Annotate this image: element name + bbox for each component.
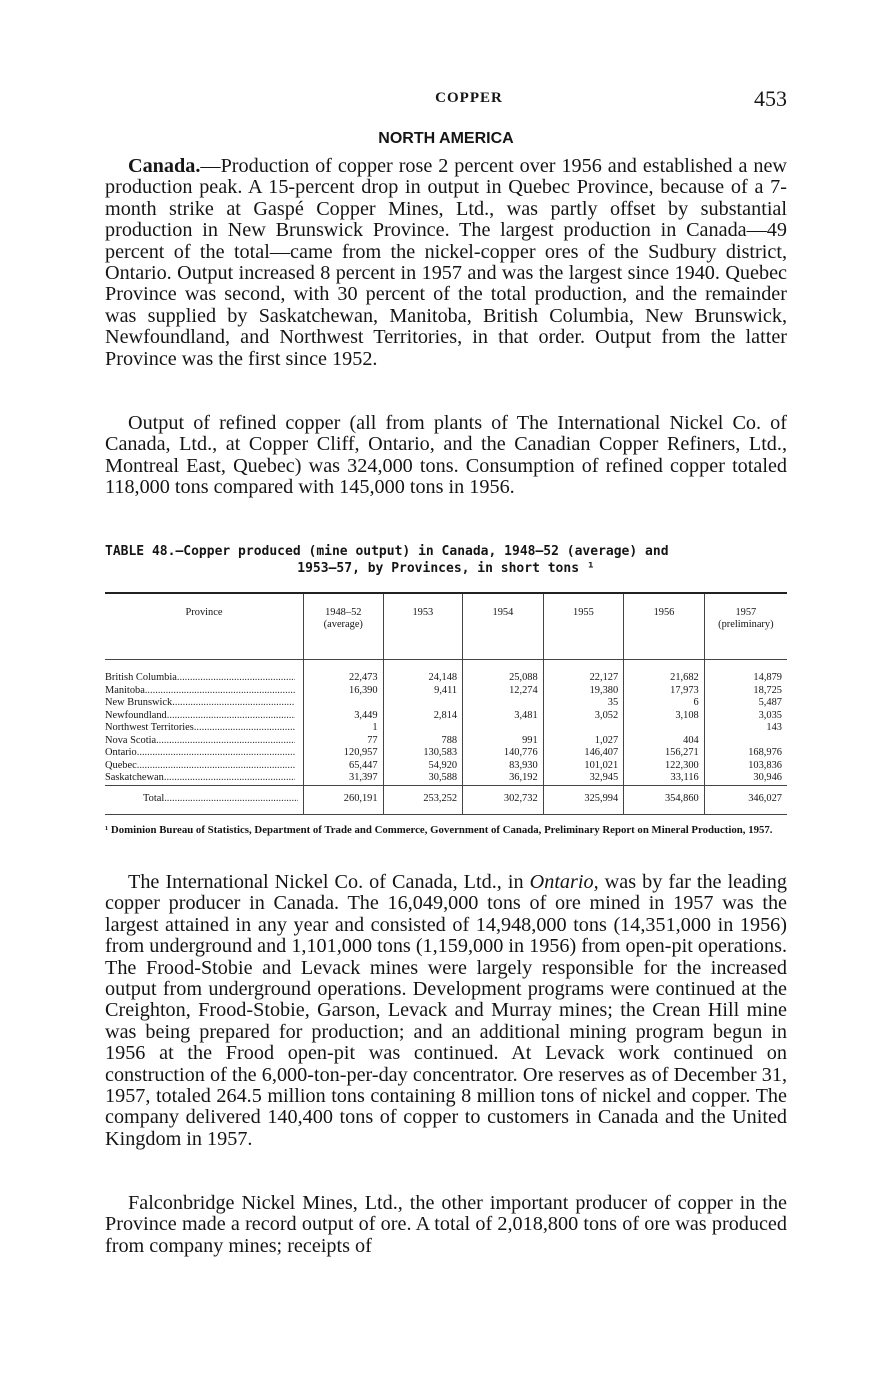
table-cell: 6 [624,697,705,710]
table-cell: 32,945 [543,772,624,785]
col-header-1954: 1954 [463,593,544,660]
table-row [105,772,787,785]
table-cell: 3,449 [304,710,384,723]
table-row [105,747,787,760]
table-cell: 122,300 [624,760,705,773]
ontario-italic: Ontario, [529,871,599,893]
table-cell: 14,879 [704,660,787,685]
running-title: COPPER [435,90,503,106]
table-footnote: ¹ Dominion Bureau of Statistics, Department of Trade and Commerce, Government of Canada, Preliminary Report on Mineral Production, 1957. [105,824,773,836]
table-row [105,685,787,698]
table-cell: 17,973 [624,685,705,698]
table-row [105,760,787,773]
table-cell: 788 [383,735,463,748]
table-cell: 33,116 [624,772,705,785]
table-cell: 130,583 [383,747,463,760]
table-cell: 9,411 [383,685,463,698]
table-cell: 25,088 [463,660,544,685]
table-cell: 2,814 [383,710,463,723]
col-header-1948-52: 1948–52 (average) [304,593,384,660]
row-label: Manitoba ..... [105,685,304,698]
row-label: New Brunswick ..... [105,697,304,710]
table-cell: 101,021 [543,760,624,773]
table-cell: 24,148 [383,660,463,685]
table-cell: 140,776 [463,747,544,760]
table-row [105,660,787,685]
total-cell: 346,027 [704,785,787,814]
table-cell: 1,027 [543,735,624,748]
table-cell: 3,108 [624,710,705,723]
table-row [105,735,787,748]
total-cell: 354,860 [624,785,705,814]
paragraph-international-nickel [105,872,787,1150]
row-label: Saskatchewan ..... [105,772,304,785]
table-cell: 83,930 [463,760,544,773]
table-cell: 103,836 [704,760,787,773]
total-label: Total ..... [105,785,304,814]
table-total-row [105,785,787,814]
table-cell: 36,192 [463,772,544,785]
table-cell: 991 [463,735,544,748]
table-cell: 146,407 [543,747,624,760]
table-cell: 156,271 [624,747,705,760]
section-heading: NORTH AMERICA [378,130,514,147]
table-cell [304,697,384,710]
page-number: 453 [754,86,787,111]
table-cell: 12,274 [463,685,544,698]
row-label: Northwest Territories ..... [105,722,304,735]
row-label: Quebec ..... [105,760,304,773]
table-cell: 404 [624,735,705,748]
table-cell [463,722,544,735]
table-cell: 22,473 [304,660,384,685]
table-cell: 1 [304,722,384,735]
table-cell: 5,487 [704,697,787,710]
table-cell: 3,481 [463,710,544,723]
row-label: British Columbia ..... [105,660,304,685]
table-cell [383,697,463,710]
col-header-1955: 1955 [543,593,624,660]
total-cell: 302,732 [463,785,544,814]
table-caption [105,543,787,577]
total-cell: 325,994 [543,785,624,814]
table-cell: 21,682 [624,660,705,685]
table-cell: 19,380 [543,685,624,698]
table-cell: 22,127 [543,660,624,685]
table-cell [543,722,624,735]
table-cell: 120,957 [304,747,384,760]
table-cell [463,697,544,710]
paragraph-canada-body: —Production of copper rose 2 percent over 1956 and established a new production peak. A 15-percent drop in output in Quebec Province, because of a 7-month strike at Gaspé Copper Mines, Ltd., was partly offset by substantial production in New Brunswick Province. The largest production in Canada—49 percent of the total—came from the nickel-copper ores of the Sudbury district, Ontario. Output increased 8 percent in 1957 and was the largest since 1940. Quebec Province was second, with 30 percent of the total production, and the remainder was supplied by Saskatchewan, Manitoba, British Columbia, New Brunswick, Newfoundland, and Northwest Territories, in that order. Output from the latter Province was the first since 1952. [105,155,787,370]
total-cell: 260,191 [304,785,384,814]
row-label: Nova Scotia ..... [105,735,304,748]
table-cell: 31,397 [304,772,384,785]
table-cell [704,735,787,748]
table-cell: 3,035 [704,710,787,723]
paragraph-refined-copper: Output of refined copper (all from plants of The International Nickel Co. of Canada, Ltd., at Copper Cliff, Ontario, and the Canadian Copper Refiners, Ltd., Montreal East, Quebec) was 324,000 tons. Consumption of refined copper totaled 118,000 tons compared with 145,000 tons in 1956. [105,412,787,499]
paragraph-falconbridge: Falconbridge Nickel Mines, Ltd., the other important producer of copper in the Province made a record output of ore. A total of 2,018,800 tons of ore was produced from company mines; receipts of [105,1192,787,1257]
table-cell: 65,447 [304,760,384,773]
table-cell: 143 [704,722,787,735]
table-cell: 16,390 [304,685,384,698]
table-cell: 18,725 [704,685,787,698]
table-cell: 30,588 [383,772,463,785]
paragraph-canada [105,156,787,370]
table-row [105,722,787,735]
table-row [105,710,787,723]
col-header-1956: 1956 [624,593,705,660]
table-caption-line-1: TABLE 48.—Copper produced (mine output) in Canada, 1948–52 (average) and [105,544,669,559]
table-cell [624,722,705,735]
lead-in-canada: Canada. [128,155,201,177]
col-header-province: Province [105,593,304,660]
table-cell: 3,052 [543,710,624,723]
table-cell: 30,946 [704,772,787,785]
table-cell: 54,920 [383,760,463,773]
table-header-row [105,593,787,660]
table-row [105,697,787,710]
table-cell: 168,976 [704,747,787,760]
row-label: Ontario ..... [105,747,304,760]
col-header-1957: 1957 (preliminary) [704,593,787,660]
paragraph-international-nickel-a: The International Nickel Co. of Canada, Ltd., in [128,871,530,893]
running-head [105,86,787,110]
total-cell: 253,252 [383,785,463,814]
table-cell: 77 [304,735,384,748]
table-caption-line-2: 1953–57, by Provinces, in short tons ¹ [297,561,595,576]
copper-production-table [105,592,787,815]
row-label: Newfoundland ..... [105,710,304,723]
paragraph-international-nickel-b: was by far the leading copper producer in Canada. The 16,049,000 tons of ore mined in 1957 was the largest attained in any year and consisted of 14,948,000 tons (14,351,000 in 1956) from underground and 1,101,000 tons (1,159,000 in 1956) from open-pit operations. The Frood-Stobie and Levack mines were largely responsible for the increased output from underground operations. Development programs were continued at the Creighton, Frood-Stobie, Garson, Levack and Murray mines; the Crean Hill mine was being prepared for production; and an additional mining program begun in 1956 at the Frood open-pit was continued. At Levack work continued on construction of the 6,000-ton-per-day concentrator. Ore reserves as of December 31, 1957, totaled 264.5 million tons containing 8 million tons of nickel and copper. The company delivered 140,400 tons of copper to customers in Canada and the United Kingdom in 1957. [105,871,787,1150]
table-cell [383,722,463,735]
table-cell: 35 [543,697,624,710]
col-header-1953: 1953 [383,593,463,660]
